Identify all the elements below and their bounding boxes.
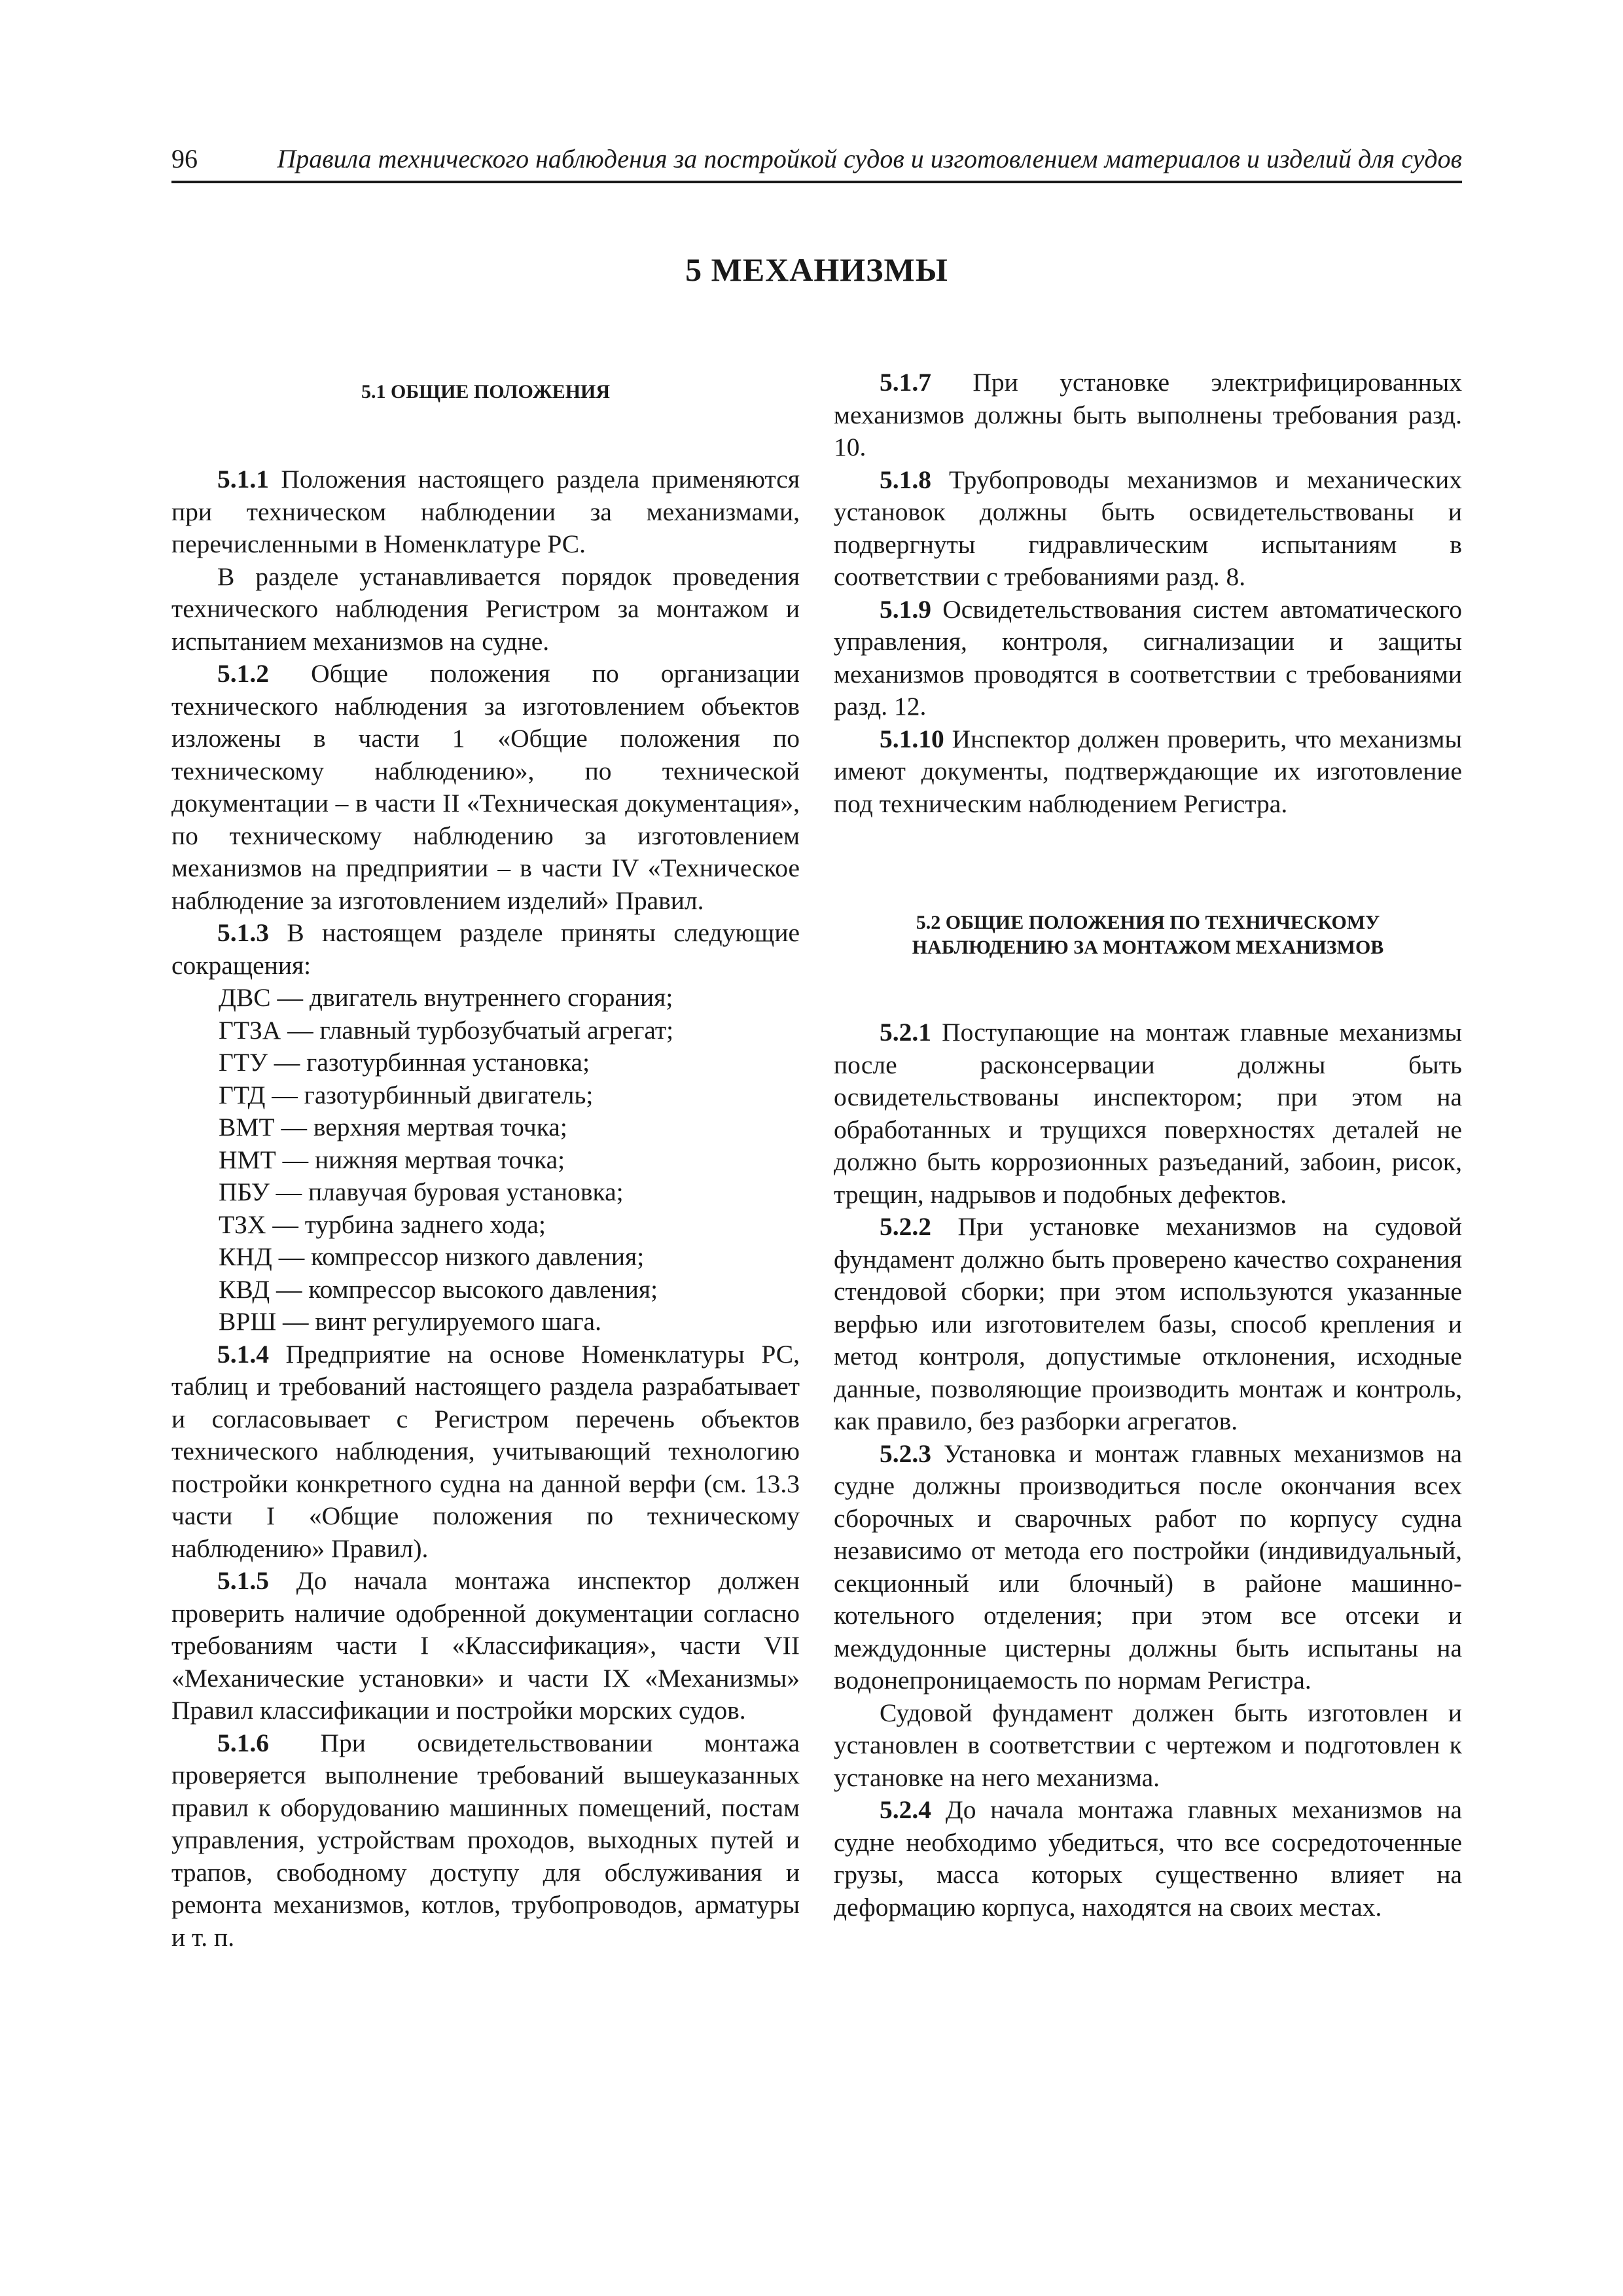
abbreviation-item: КВД — компрессор высокого давления;: [219, 1274, 658, 1304]
paragraph-5-2-3: [834, 1438, 1462, 1697]
right-column: [834, 367, 1462, 1924]
paragraph-text: До начала монтажа главных механизмов на судне необходимо убедиться, что все сосредоточенные грузы, масса которых существенно влияет на деформацию корпуса, находятся на своих местах.: [834, 1795, 1462, 1922]
abbreviation-list: [171, 982, 800, 1338]
clause-number: 5.2.4: [880, 1795, 931, 1824]
paragraph-5-2-1: [834, 1016, 1462, 1211]
paragraph-5-1-6: [171, 1727, 800, 1954]
paragraph-text: До начала монтажа инспектор должен проверить наличие одобренной документации согласно требованиям части I «Классификация», части VII «Механические установки» и части IX «Механизмы» Правил классификации и постройки морских судов.: [171, 1566, 800, 1725]
chapter-title: 5 МЕХАНИЗМЫ: [685, 251, 948, 288]
clause-number: 5.1.4: [217, 1339, 269, 1369]
paragraph-5-1-10: [834, 723, 1462, 821]
section-heading-5-1: 5.1 ОБЩИЕ ПОЛОЖЕНИЯ: [361, 381, 611, 403]
paragraph-5-1-2: [171, 658, 800, 917]
paragraph-5-1-8: [834, 464, 1462, 594]
clause-number: 5.1.6: [217, 1728, 269, 1757]
clause-number: 5.2.3: [880, 1439, 931, 1468]
page-header: [171, 140, 1462, 183]
paragraph-5-1-1: [171, 463, 800, 561]
paragraph-5-2-4: [834, 1794, 1462, 1924]
abbreviation-item: ГТЗА — главный турбозубчатый агрегат;: [219, 1015, 674, 1045]
paragraph-5-2-3-cont: Судовой фундамент должен быть изготовлен и установлен в соответствии с чертежом и подготовлен к установке на него механизма.: [834, 1698, 1462, 1792]
paragraph-text: Положения настоящего раздела применяются при техническом наблюдении за механизмами, перечисленными в Номенклатуре РС.: [171, 465, 800, 558]
section-heading-5-2: [834, 910, 1462, 960]
paragraph-5-2-2: [834, 1211, 1462, 1438]
paragraph-5-1-1-cont: В разделе устанавливается порядок проведения технического наблюдения Регистром за монтажом и испытанием механизмов на судне.: [171, 562, 800, 656]
section-heading-line: НАБЛЮДЕНИЮ ЗА МОНТАЖОМ МЕХАНИЗМОВ: [912, 937, 1384, 958]
paragraph-text: При освидетельствовании монтажа проверяется выполнение требований вышеуказанных правил к оборудованию машинных помещений, постам управления, устройствам проходов, выходных путей и трапов, свободному доступу для обслуживания и ремонта механизмов, котлов, трубопроводов, арматуры и т. п.: [171, 1728, 800, 1952]
section-heading-line: 5.2 ОБЩИЕ ПОЛОЖЕНИЯ ПО ТЕХНИЧЕСКОМУ: [916, 912, 1380, 933]
running-title: Правила технического наблюдения за постройкой судов и изготовлением материалов и изделий для судов: [277, 144, 1462, 173]
paragraph-5-1-3: [171, 917, 800, 982]
paragraph-5-1-4: [171, 1338, 800, 1566]
clause-number: 5.1.5: [217, 1566, 269, 1595]
paragraph-text: Трубопроводы механизмов и механических установок должны быть освидетельствованы и подвергнуты гидравлическим испытаниям в соответствии с требованиями разд. 8.: [834, 465, 1462, 591]
paragraph-text: Освидетельствования систем автоматического управления, контроля, сигнализации и защиты механизмов проводятся в соответствии с требованиями разд. 12.: [834, 594, 1462, 721]
clause-number: 5.2.1: [880, 1018, 931, 1047]
abbreviation-item: ТЗХ — турбина заднего хода;: [219, 1210, 546, 1239]
paragraph-5-1-7: [834, 367, 1462, 464]
clause-number: 5.1.8: [880, 465, 931, 494]
clause-number: 5.1.7: [880, 368, 931, 397]
paragraph-text: В настоящем разделе приняты следующие сокращения:: [171, 918, 800, 980]
page-number: 96: [171, 144, 198, 173]
paragraph-5-1-9: [834, 594, 1462, 723]
clause-number: 5.1.2: [217, 659, 269, 688]
abbreviation-item: ГТУ — газотурбинная установка;: [219, 1048, 590, 1077]
paragraph-5-1-5: [171, 1565, 800, 1727]
clause-number: 5.1.9: [880, 594, 931, 624]
paragraph-text: Поступающие на монтаж главные механизмы после расконсервации должны быть освидетельствованы инспектором; при этом на обработанных и трущихся поверхностях деталей не должно быть коррозионных разъеданий, забоин, рисок, трещин, надрывов и подобных дефектов.: [834, 1018, 1462, 1209]
abbreviation-item: ГТД — газотурбинный двигатель;: [219, 1080, 594, 1109]
clause-number: 5.1.10: [880, 724, 944, 753]
paragraph-text: При установке механизмов на судовой фундамент должно быть проверено качество сохранения стендовой сборки; при этом используются указанные верфью или изготовителем базы, способ крепления и метод контроля, допустимые отклонения, исходные данные, позволяющие производить монтаж и контроль, как правило, без разборки агрегатов.: [834, 1212, 1462, 1435]
abbreviation-item: ДВС — двигатель внутреннего сгорания;: [219, 983, 673, 1012]
abbreviation-item: НМТ — нижняя мертвая точка;: [219, 1145, 565, 1174]
clause-number: 5.1.1: [217, 465, 269, 493]
paragraph-text: Предприятие на основе Номенклатуры РС, таблиц и требований настоящего раздела разрабатывает и согласовывает с Регистром перечень объектов технического наблюдения, учитывающий технологию постройки конкретного судна на данной верфи (см. 13.3 части I «Общие положения по техническому наблюдению» Правил).: [171, 1339, 800, 1563]
left-column: [171, 367, 800, 1954]
clause-number: 5.1.3: [217, 918, 269, 947]
paragraph-text: При установке электрифицированных механизмов должны быть выполнены требования разд. 10.: [834, 368, 1462, 461]
paragraph-text: Установка и монтаж главных механизмов на судне должны производиться после окончания всех сборочных и сварочных работ по корпусу судна независимо от метода его постройки (индивидуальный, секционный или блочный) в районе машинно-котельного отделения; при этом все отсеки и междудонные цистерны должны быть испытаны на водонепроницаемость по нормам Регистра.: [834, 1439, 1462, 1695]
clause-number: 5.2.2: [880, 1212, 931, 1241]
abbreviation-item: ВРШ — винт регулируемого шага.: [219, 1307, 601, 1336]
abbreviation-item: ПБУ — плавучая буровая установка;: [219, 1177, 624, 1206]
abbreviation-item: КНД — компрессор низкого давления;: [219, 1242, 645, 1271]
abbreviation-item: ВМТ — верхняя мертвая точка;: [219, 1113, 567, 1141]
paragraph-text: Общие положения по организации технического наблюдения за изготовлением объектов изложены в части 1 «Общие положения по техническому наблюдению», по технической документации – в части II «Техническая документация», по техническому наблюдению за изготовлением механизмов на предприятии – в части IV «Техническое наблюдение за изготовлением изделий» Правил.: [171, 659, 800, 915]
paragraph-text: Инспектор должен проверить, что механизмы имеют документы, подтверждающие их изготовление под техническим наблюдением Регистра.: [834, 724, 1462, 818]
